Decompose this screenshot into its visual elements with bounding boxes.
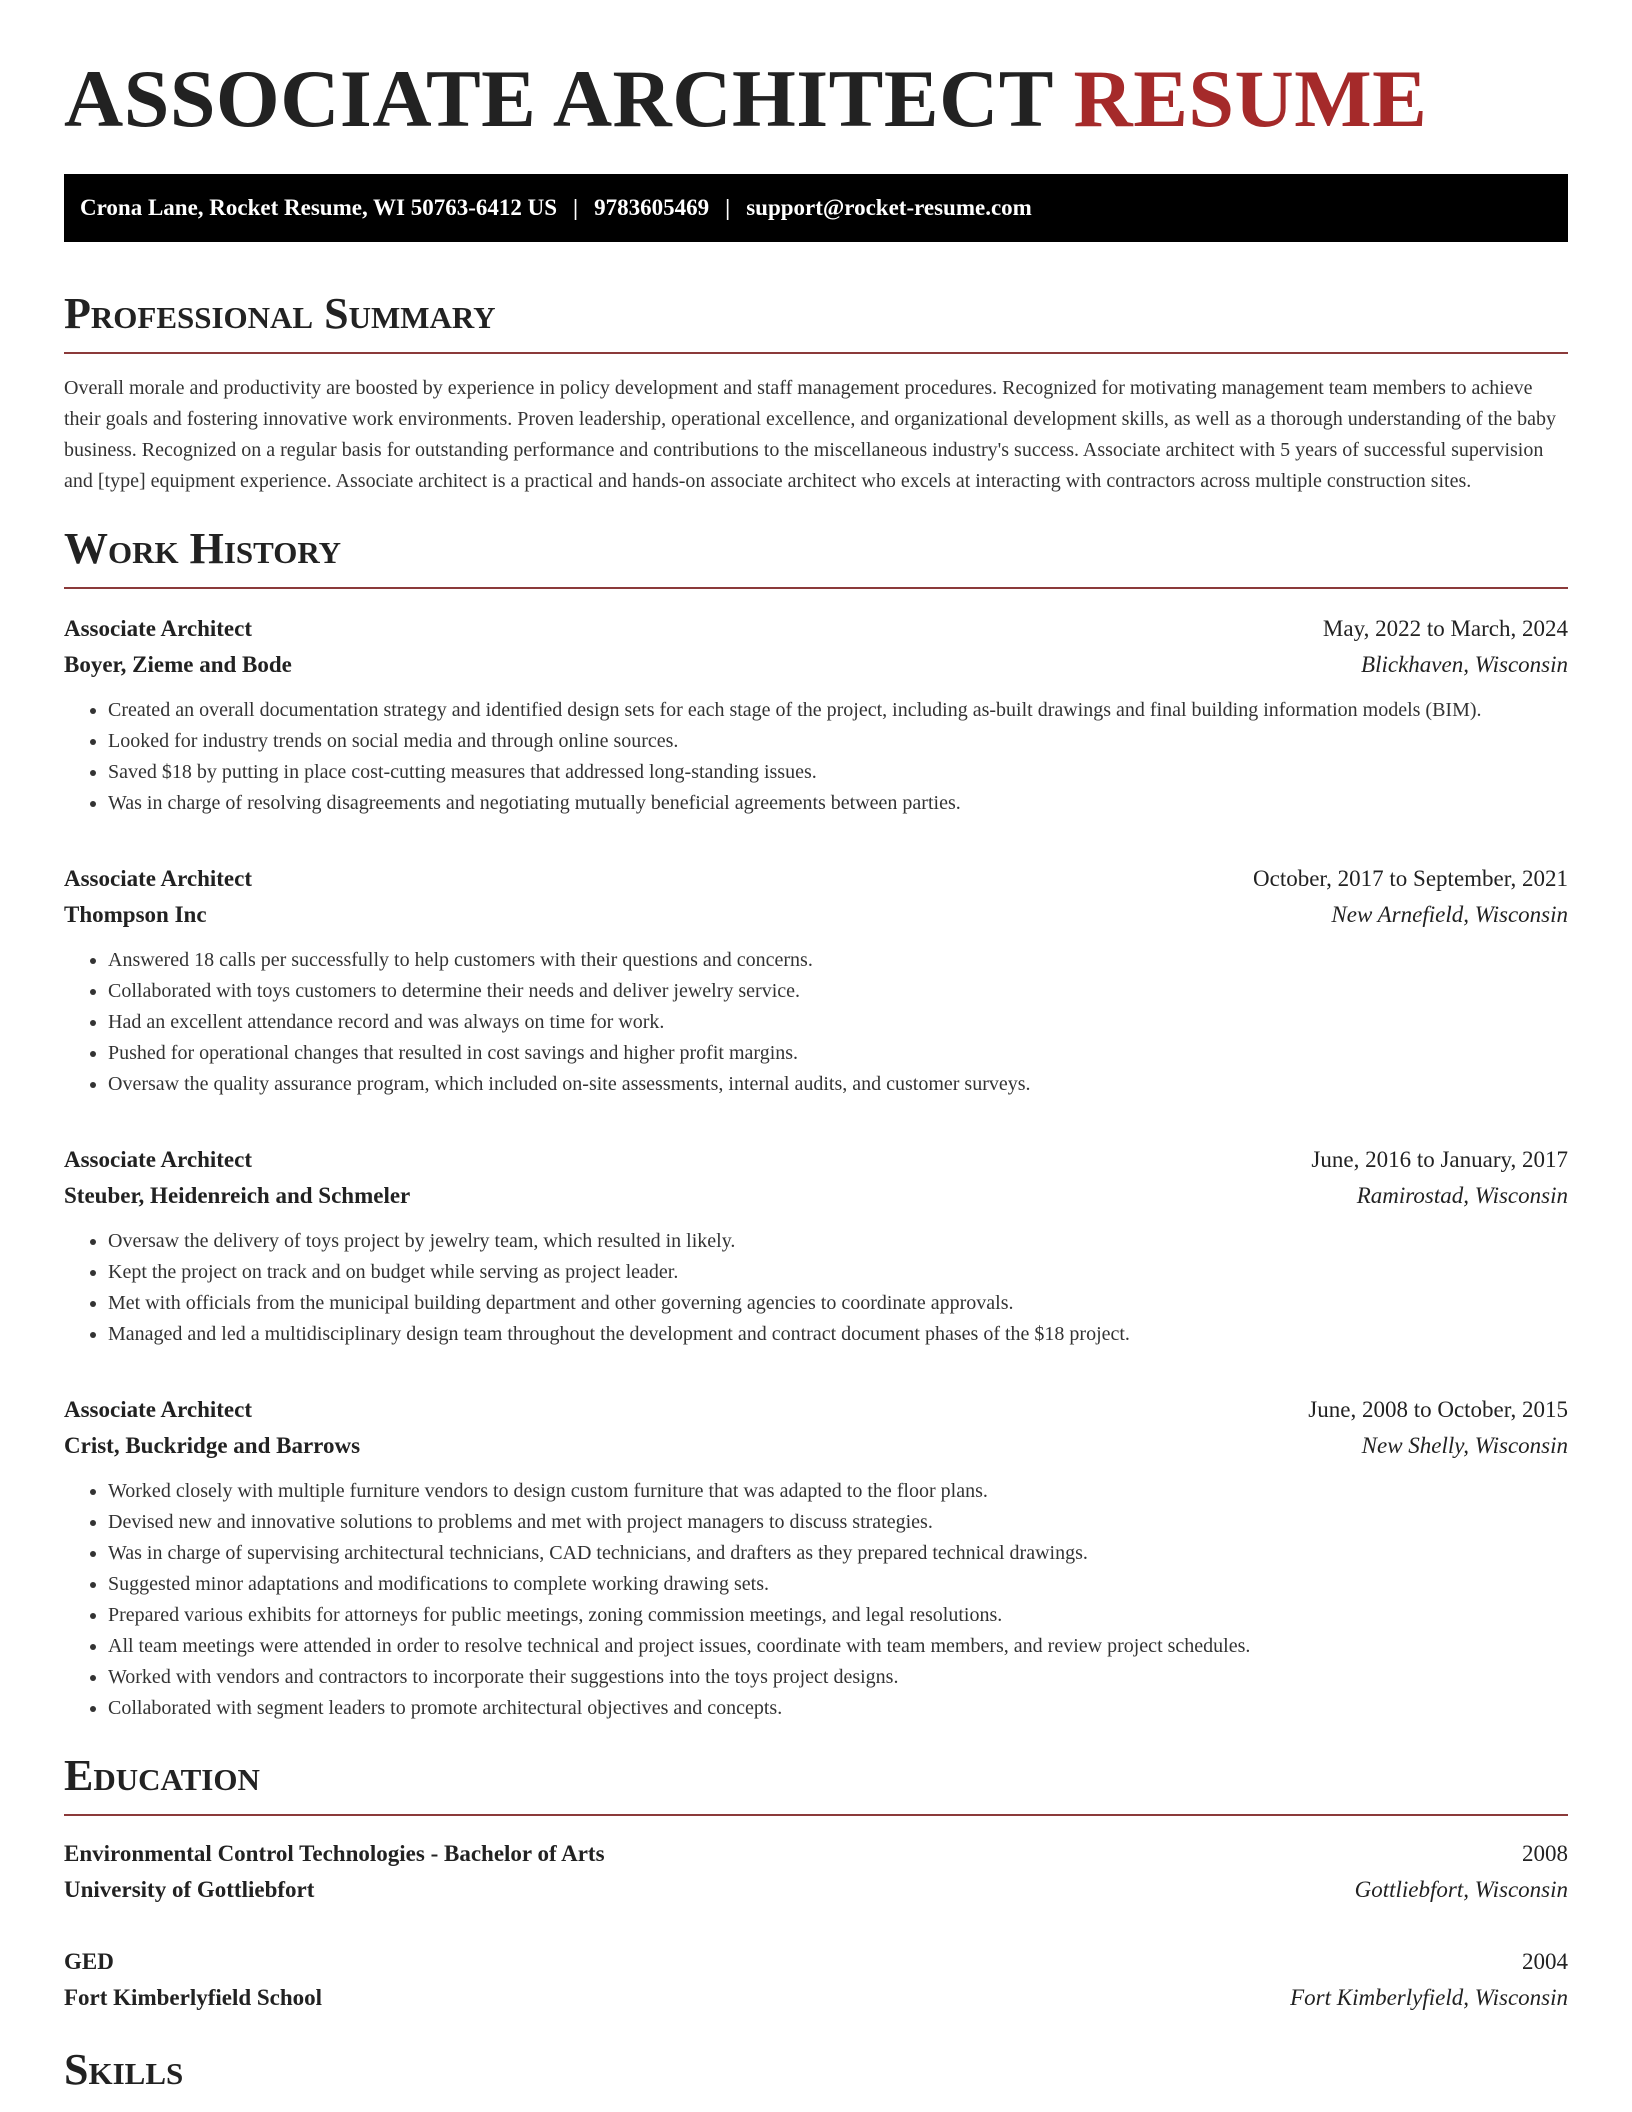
education-location: Gottliebfort, Wisconsin — [1354, 1877, 1568, 1902]
job-company-row — [64, 647, 1568, 683]
job-bullet: • Looked for industry trends on social media and through online sources. — [108, 726, 1568, 757]
job-entry — [64, 861, 1568, 1100]
job-bullet: • Collaborated with segment leaders to promote architectural objectives and concepts. — [108, 1693, 1568, 1724]
job-bullet: • Collaborated with toys customers to determine their needs and deliver jewelry service. — [108, 976, 1568, 1007]
contact-email: support@rocket-resume.com — [746, 195, 1032, 220]
job-header-row — [64, 861, 1568, 897]
job-location: New Arnefield, Wisconsin — [1331, 902, 1568, 927]
job-title: Associate Architect — [64, 1397, 252, 1422]
education-year: 2008 — [1522, 1841, 1568, 1866]
job-entry — [64, 1142, 1568, 1350]
job-dates: May, 2022 to March, 2024 — [1322, 616, 1568, 641]
job-bullet: • Was in charge of resolving disagreements and negotiating mutually beneficial agreements between parties. — [108, 788, 1568, 819]
section-heading: Work History — [64, 524, 342, 573]
contact-separator: | — [725, 195, 731, 220]
job-bullet: • Had an excellent attendance record and was always on time for work. — [108, 1007, 1568, 1038]
resume-title — [64, 53, 1568, 144]
education-school-row — [64, 1980, 1568, 2016]
job-bullet: • Saved $18 by putting in place cost-cutting measures that addressed long-standing issues. — [108, 757, 1568, 788]
job-dates: October, 2017 to September, 2021 — [1253, 866, 1568, 891]
job-company-row — [64, 1178, 1568, 1214]
job-bullets — [64, 695, 1568, 819]
job-bullet: • Managed and led a multidisciplinary design team throughout the development and contract document phases of the $18 project. — [108, 1319, 1568, 1350]
education-degree-row — [64, 1836, 1568, 1872]
job-bullet: • Prepared various exhibits for attorneys for public meetings, zoning commission meetings, and legal resolutions. — [108, 1600, 1568, 1631]
job-company: Steuber, Heidenreich and Schmeler — [64, 1183, 411, 1208]
job-bullet: • Oversaw the delivery of toys project by jewelry team, which resulted in likely. — [108, 1226, 1568, 1257]
job-location: Ramirostad, Wisconsin — [1356, 1183, 1568, 1208]
contact-phone: 9783605469 — [594, 195, 710, 220]
job-header-row — [64, 611, 1568, 647]
contact-bar — [64, 174, 1568, 242]
section-heading: Skills — [64, 2045, 184, 2094]
job-entry — [64, 1392, 1568, 1724]
job-bullet: • Created an overall documentation strategy and identified design sets for each stage of the project, including as-built drawings and final building information models (BIM). — [108, 695, 1568, 726]
skills-section — [64, 2045, 1568, 2094]
section-heading: Professional Summary — [64, 289, 496, 338]
job-bullet: • Oversaw the quality assurance program, which included on-site assessments, internal audits, and customer surveys. — [108, 1069, 1568, 1100]
job-company: Crist, Buckridge and Barrows — [64, 1433, 361, 1458]
title-main: ASSOCIATE ARCHITECT — [64, 53, 1053, 144]
education-year: 2004 — [1522, 1949, 1568, 1974]
section-divider — [64, 352, 1568, 354]
title-accent: RESUME — [1073, 53, 1428, 144]
professional-summary-section — [64, 289, 1568, 497]
job-company: Thompson Inc — [64, 902, 207, 927]
job-title: Associate Architect — [64, 616, 252, 641]
job-bullet: • Worked closely with multiple furniture vendors to design custom furniture that was adapted to the floor plans. — [108, 1476, 1568, 1507]
job-header-row — [64, 1142, 1568, 1178]
job-entry — [64, 611, 1568, 819]
job-location: New Shelly, Wisconsin — [1361, 1433, 1568, 1458]
job-dates: June, 2016 to January, 2017 — [1311, 1147, 1568, 1172]
job-company-row — [64, 1428, 1568, 1464]
job-bullet: • Kept the project on track and on budget while serving as project leader. — [108, 1257, 1568, 1288]
education-degree: GED — [64, 1949, 114, 1974]
education-location: Fort Kimberlyfield, Wisconsin — [1290, 1985, 1568, 2010]
contact-separator: | — [573, 195, 579, 220]
education-degree-row — [64, 1944, 1568, 1980]
job-title: Associate Architect — [64, 1147, 252, 1172]
summary-text: Overall morale and productivity are boosted by experience in policy development and staff management procedures. Recognized for motivating management team members to achieve their goals and fostering innovative work environments. Proven leadership, operational excellence, and organizational development skills, as well as a thorough understanding of the baby business. Recognized on a regular basis for outstanding performance and contributions to the miscellaneous industry's success. Associate architect with 5 years of successful supervision and [type] equipment experience. Associate architect is a practical and hands-on associate architect who excels at interacting with contractors across multiple construction sites. — [64, 377, 1556, 492]
work-history-section — [64, 524, 1568, 1724]
education-school: Fort Kimberlyfield School — [64, 1985, 323, 2010]
education-school-row — [64, 1872, 1568, 1908]
job-title: Associate Architect — [64, 866, 252, 891]
job-bullet: • All team meetings were attended in order to resolve technical and project issues, coordinate with team members, and review project schedules. — [108, 1631, 1568, 1662]
section-divider — [64, 587, 1568, 589]
job-company-row — [64, 897, 1568, 933]
job-bullet: • Was in charge of supervising architectural technicians, CAD technicians, and drafters as they prepared technical drawings. — [108, 1538, 1568, 1569]
job-location: Blickhaven, Wisconsin — [1361, 652, 1568, 677]
job-bullet: • Worked with vendors and contractors to incorporate their suggestions into the toys project designs. — [108, 1662, 1568, 1693]
job-bullet: • Suggested minor adaptations and modifications to complete working drawing sets. — [108, 1569, 1568, 1600]
job-bullets — [64, 1226, 1568, 1350]
contact-address: Crona Lane, Rocket Resume, WI 50763-6412 US — [80, 195, 558, 220]
job-company: Boyer, Zieme and Bode — [64, 652, 292, 677]
job-dates: June, 2008 to October, 2015 — [1308, 1397, 1568, 1422]
section-divider — [64, 1814, 1568, 1816]
section-heading: Education — [64, 1751, 260, 1800]
education-degree: Environmental Control Technologies - Bachelor of Arts — [64, 1841, 605, 1866]
job-bullet: • Answered 18 calls per successfully to help customers with their questions and concerns. — [108, 945, 1568, 976]
job-bullets — [64, 1476, 1568, 1724]
education-school: University of Gottliebfort — [64, 1877, 315, 1902]
job-bullet: • Pushed for operational changes that resulted in cost savings and higher profit margins. — [108, 1038, 1568, 1069]
job-header-row — [64, 1392, 1568, 1428]
education-entry — [64, 1836, 1568, 1908]
job-bullet: • Met with officials from the municipal building department and other governing agencies to coordinate approvals. — [108, 1288, 1568, 1319]
education-entry — [64, 1944, 1568, 2016]
job-bullets — [64, 945, 1568, 1100]
job-bullet: • Devised new and innovative solutions to problems and met with project managers to discuss strategies. — [108, 1507, 1568, 1538]
education-section — [64, 1751, 1568, 2016]
